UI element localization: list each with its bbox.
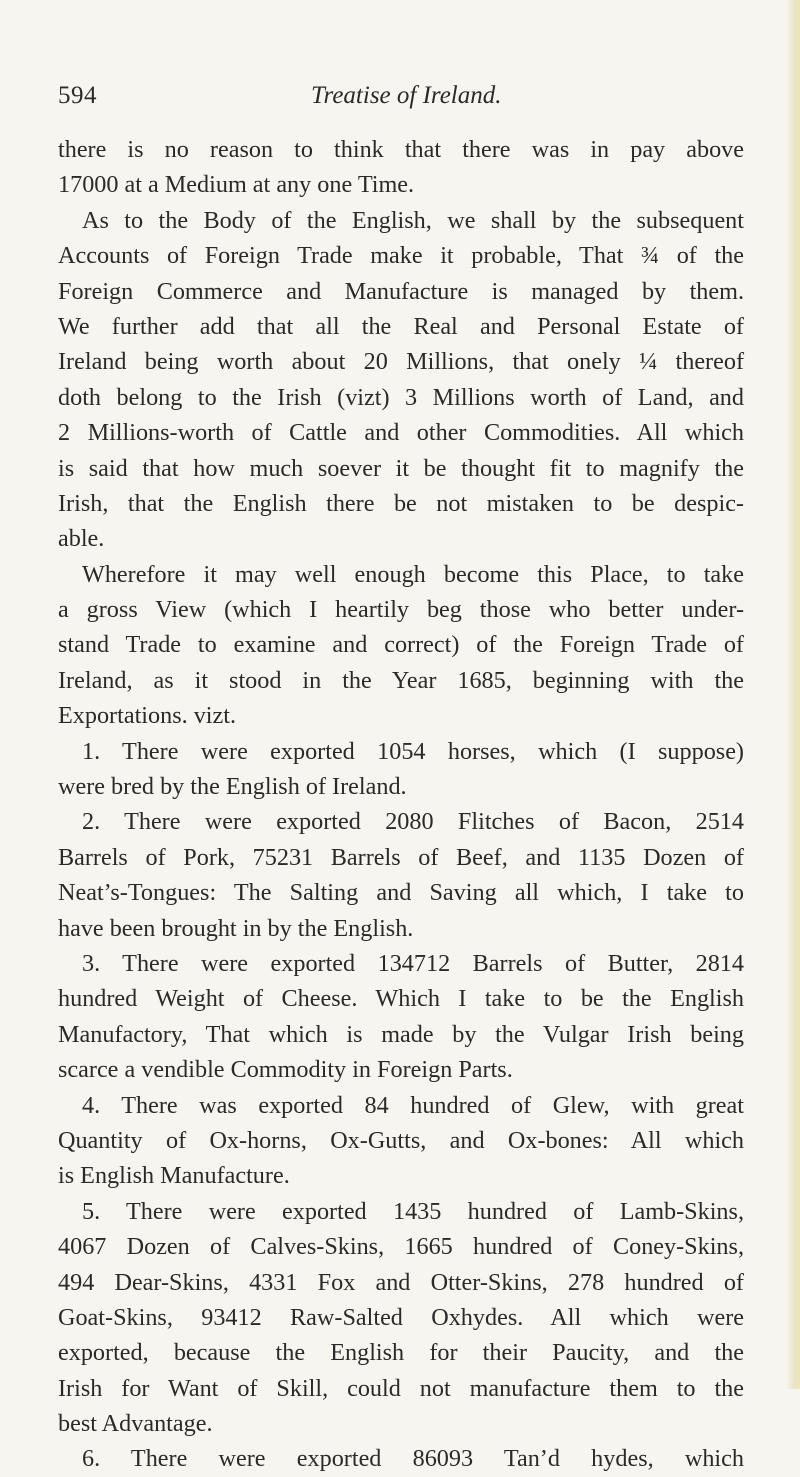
text-line: 4. There was exported 84 hundred of Glew, with great — [82, 1091, 744, 1119]
text-line: 6. There were exported 86093 Tan’d hydes, which — [82, 1445, 744, 1473]
text-line: were bred by the English of Ireland. — [58, 773, 407, 801]
text-line: Accounts of Foreign Trade make it probable, That ¾ of the — [58, 242, 744, 270]
text-line: As to the Body of the English, we shall by the subsequent — [82, 206, 744, 234]
text-line: Exportations. vizt. — [58, 702, 237, 730]
text-line: best Advantage. — [58, 1410, 213, 1438]
text-line: Goat-Skins, 93412 Raw-Salted Oxhydes. All which were — [58, 1303, 744, 1331]
page-number: 594 — [58, 82, 97, 109]
text-line: have been brought in by the English. — [58, 914, 414, 942]
text-line: scarce a vendible Commodity in Foreign Parts. — [58, 1056, 513, 1084]
text-line: Ireland, as it stood in the Year 1685, beginning with the — [58, 666, 744, 694]
text-line: Ireland being worth about 20 Millions, that onely ¼ thereof — [58, 348, 744, 376]
text-line: 4067 Dozen of Calves-Skins, 1665 hundred of Coney-Skins, — [58, 1233, 744, 1261]
page-edge — [786, 0, 800, 1389]
text-line: 17000 at a Medium at any one Time. — [58, 171, 415, 199]
text-line: We further add that all the Real and Personal Estate of — [58, 312, 744, 340]
text-line: 2 Millions-worth of Cattle and other Commodities. All which — [58, 419, 744, 447]
body-text — [58, 132, 744, 1477]
text-line: there is no reason to think that there was in pay above — [58, 136, 744, 163]
text-line: Neat’s-Tongues: The Salting and Saving all which, I take to — [58, 879, 744, 907]
text-line: doth belong to the Irish (vizt) 3 Millions worth of Land, and — [58, 383, 744, 411]
running-head: Treatise of Ireland. — [311, 82, 502, 109]
text-line: 2. There were exported 2080 Flitches of Bacon, 2514 — [82, 808, 744, 836]
text-line: 5. There were exported 1435 hundred of Lamb-Skins, — [82, 1197, 744, 1225]
text-line: Irish for Want of Skill, could not manufacture them to the — [58, 1374, 744, 1402]
text-line: Quantity of Ox-horns, Ox-Gutts, and Ox-bones: All which — [58, 1126, 744, 1154]
text-line: 494 Dear-Skins, 4331 Fox and Otter-Skins, 278 hundred of — [58, 1268, 744, 1296]
text-line: Barrels of Pork, 75231 Barrels of Beef, and 1135 Dozen of — [58, 843, 744, 871]
text-line: 1. There were exported 1054 horses, which (I suppose) — [82, 737, 744, 765]
text-line: Foreign Commerce and Manufacture is managed by them. — [58, 277, 744, 305]
text-line: 3. There were exported 134712 Barrels of Butter, 2814 — [82, 949, 744, 977]
text-line: is said that how much soever it be thought fit to magnify the — [58, 454, 744, 482]
text-line: Irish, that the English there be not mistaken to be despic- — [58, 489, 744, 517]
text-line: Manufactory, That which is made by the Vulgar Irish being — [58, 1020, 744, 1048]
text-line: Wherefore it may well enough become this Place, to take — [82, 560, 744, 588]
page-header — [58, 82, 728, 122]
text-line: exported, because the English for their Paucity, and the — [58, 1339, 744, 1367]
text-line: a gross View (which I heartily beg those who better under- — [58, 596, 744, 624]
text-line: able. — [58, 525, 105, 553]
text-line: stand Trade to examine and correct) of the Foreign Trade of — [58, 631, 744, 659]
text-line: is English Manufacture. — [58, 1162, 290, 1190]
text-line: hundred Weight of Cheese. Which I take to be the English — [58, 985, 744, 1013]
